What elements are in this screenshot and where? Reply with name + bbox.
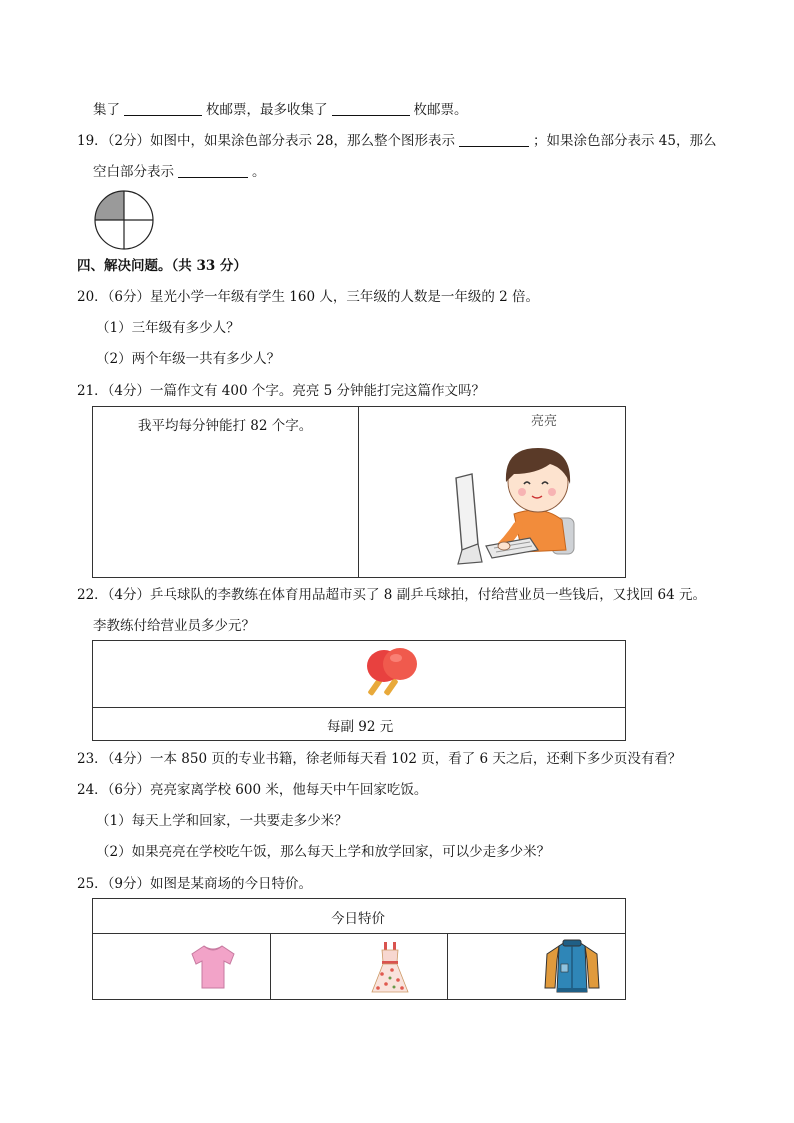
speech-text: 我平均每分钟能打 82 个字。 [138, 418, 313, 434]
q20-sub2: （2）两个年级一共有多少人？ [96, 351, 281, 367]
q25-col-divider-2 [447, 933, 448, 1000]
q20-stem: 20．（6分）星光小学一年级有学生 160 人，三年级的人数是一年级的 2 倍。 [77, 289, 540, 305]
tshirt-icon [188, 944, 238, 990]
answer-blank[interactable] [178, 163, 248, 178]
q25-header-divider [92, 933, 626, 934]
price-label: 每副 92 元 [327, 719, 394, 735]
dress-icon [370, 940, 410, 994]
q22-stem-line2: 李教练付给营业员多少元？ [93, 618, 255, 634]
q22-stem-line1: 22．（4分）乒乓球队的李教练在体育用品超市买了 8 副乒乓球拍，付给营业员一些钱后，又找回 64 元。 [77, 587, 706, 603]
q23-stem: 23．（4分）一本 850 页的专业书籍，徐老师每天看 102 页，看了 6 天之后，还剩下多少页没有看？ [77, 751, 682, 767]
answer-blank[interactable] [332, 101, 410, 116]
q24-stem: 24．（6分）亮亮家离学校 600 米，他每天中午回家吃饭。 [77, 782, 428, 798]
answer-blank[interactable] [124, 101, 202, 116]
q19-line1: 19．（2分）如图中，如果涂色部分表示 28，那么整个图形表示 ；如果涂色部分表示 45，那么 [77, 133, 717, 149]
section-heading: 四、解决问题。（共 33 分） [77, 258, 247, 274]
answer-blank[interactable] [459, 132, 529, 147]
character-name: 亮亮 [531, 414, 558, 429]
jacket-icon [541, 938, 603, 994]
q21-stem: 21．（4分）一篇作文有 400 个字。亮亮 5 分钟能打完这篇作文吗？ [77, 383, 486, 399]
boy-typing-illustration [452, 434, 592, 570]
q24-sub1: （1）每天上学和回家，一共要走多少米？ [96, 813, 348, 829]
q25-col-divider-1 [270, 933, 271, 1000]
q21-divider [358, 406, 359, 578]
q25-stem: 25．（9分）如图是某商场的今日特价。 [77, 876, 313, 892]
ping-pong-paddles-icon [360, 644, 420, 700]
q24-sub2: （2）如果亮亮在学校吃午饭，那么每天上学和放学回家，可以少走多少米？ [96, 844, 551, 860]
q20-sub1: （1）三年级有多少人？ [96, 320, 240, 336]
q19-line2: 空白部分表示 。 [93, 164, 266, 180]
quarter-circle-figure [94, 190, 154, 250]
q22-divider [92, 707, 626, 708]
q18-tail-line: 集了 枚邮票，最多收集了 枚邮票。 [93, 102, 468, 118]
table-title: 今日特价 [331, 911, 385, 927]
